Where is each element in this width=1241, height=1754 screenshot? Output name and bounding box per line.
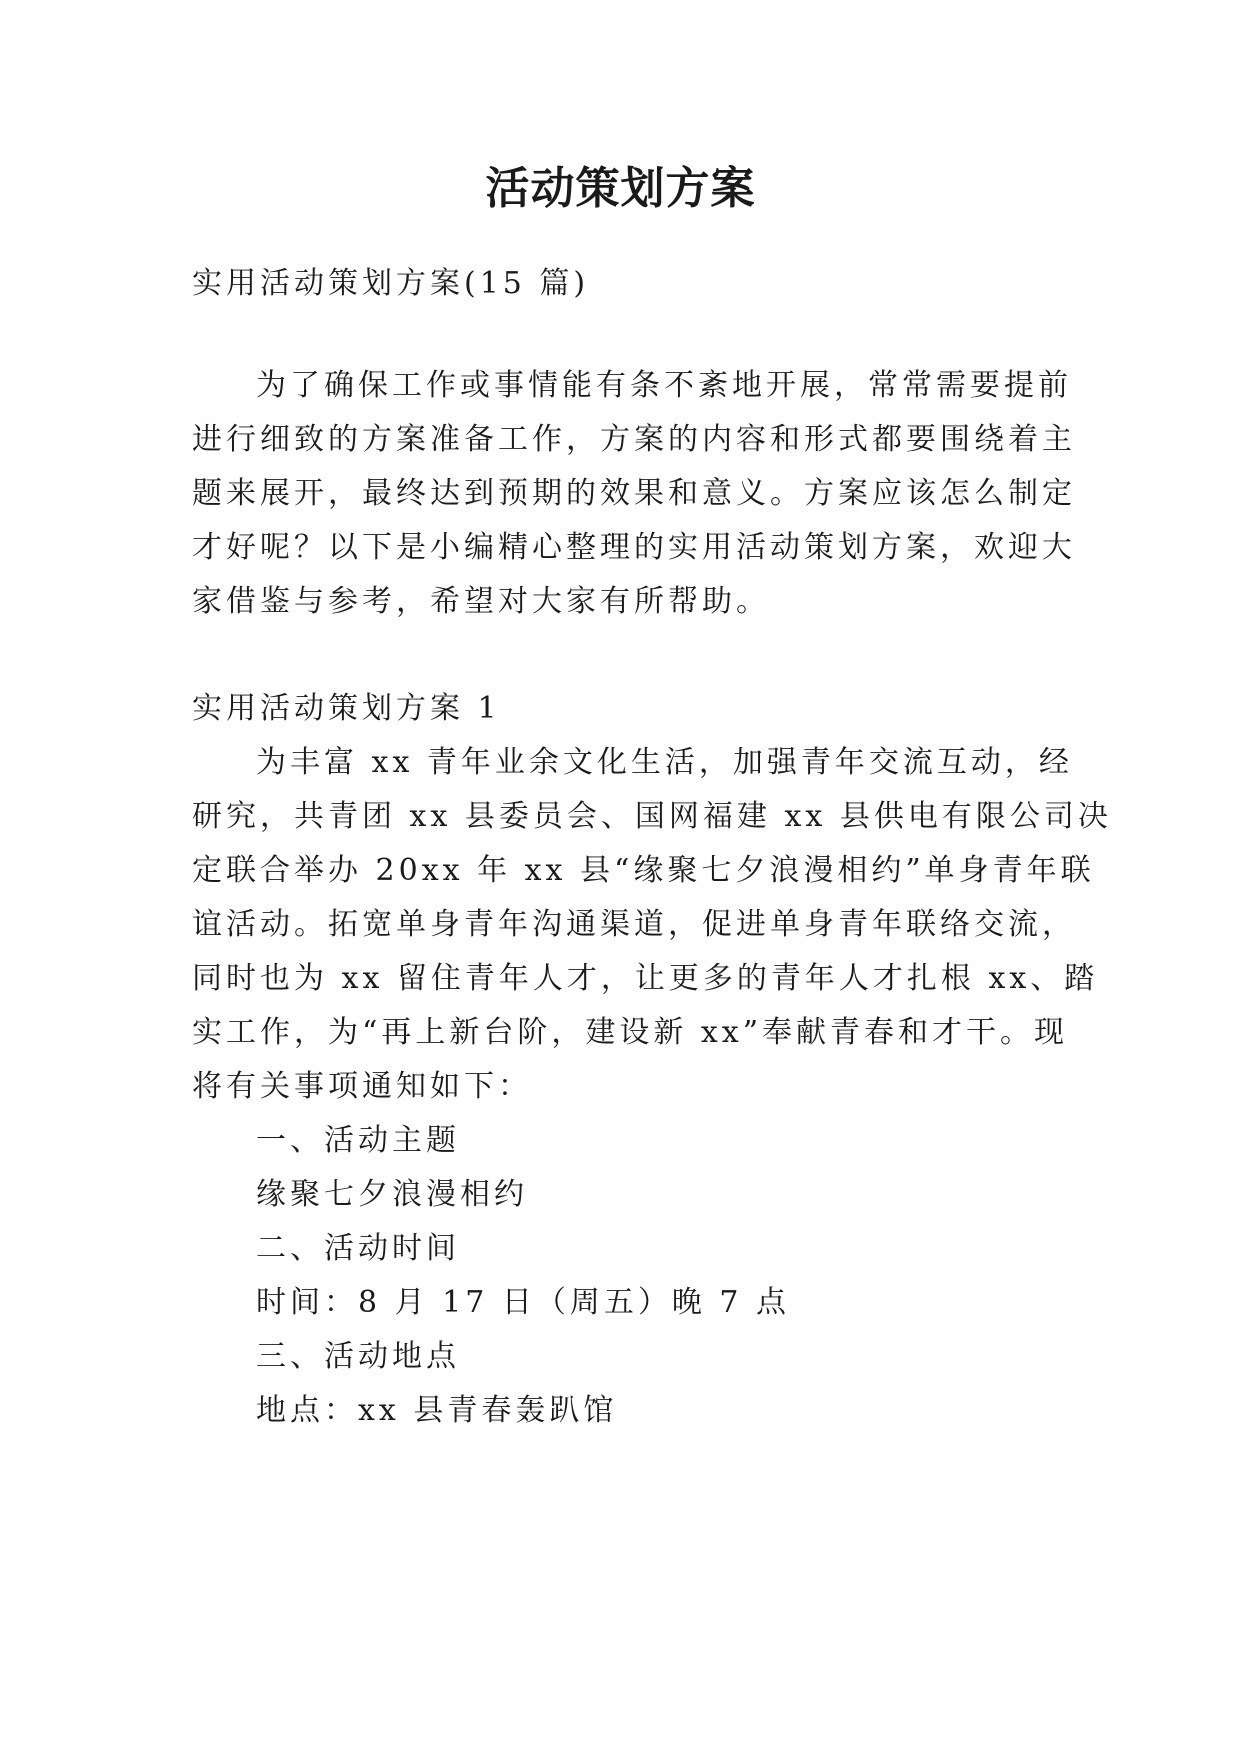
body-line: 谊活动。拓宽单身青年沟通渠道，促进单身青年联络交流， (192, 907, 1076, 942)
item-heading: 一、活动主题 (256, 1123, 460, 1158)
intro-line: 家借鉴与参考，希望对大家有所帮助。 (192, 584, 770, 619)
item-text: 缘聚七夕浪漫相约 (256, 1177, 528, 1212)
item-text: 时间：8 月 17 日（周五）晚 7 点 (256, 1285, 791, 1320)
item-heading: 三、活动地点 (256, 1339, 460, 1374)
item-text: 地点：xx 县青春轰趴馆 (256, 1393, 618, 1428)
body-line: 定联合举办 20xx 年 xx 县“缘聚七夕浪漫相约”单身青年联 (192, 853, 1095, 888)
intro-line: 进行细致的方案准备工作，方案的内容和形式都要围绕着主 (192, 422, 1076, 457)
intro-line: 才好呢？以下是小编精心整理的实用活动策划方案，欢迎大 (192, 530, 1076, 565)
body-line: 同时也为 xx 留住青年人才，让更多的青年人才扎根 xx、踏 (192, 961, 1099, 996)
section-heading: 实用活动策划方案 1 (192, 691, 501, 726)
intro-line: 为了确保工作或事情能有条不紊地开展，常常需要提前 (256, 368, 1072, 403)
body-line: 为丰富 xx 青年业余文化生活，加强青年交流互动，经 (256, 745, 1073, 780)
body-line: 实工作，为“再上新台阶，建设新 xx”奉献青春和才干。现 (192, 1015, 1069, 1050)
subtitle: 实用活动策划方案(15 篇) (192, 266, 590, 301)
item-heading: 二、活动时间 (256, 1231, 460, 1266)
body-line: 将有关事项通知如下： (192, 1069, 532, 1104)
intro-line: 题来展开，最终达到预期的效果和意义。方案应该怎么制定 (192, 476, 1076, 511)
page-title: 活动策划方案 (485, 163, 756, 214)
body-line: 研究，共青团 xx 县委员会、国网福建 xx 县供电有限公司决 (192, 799, 1112, 834)
